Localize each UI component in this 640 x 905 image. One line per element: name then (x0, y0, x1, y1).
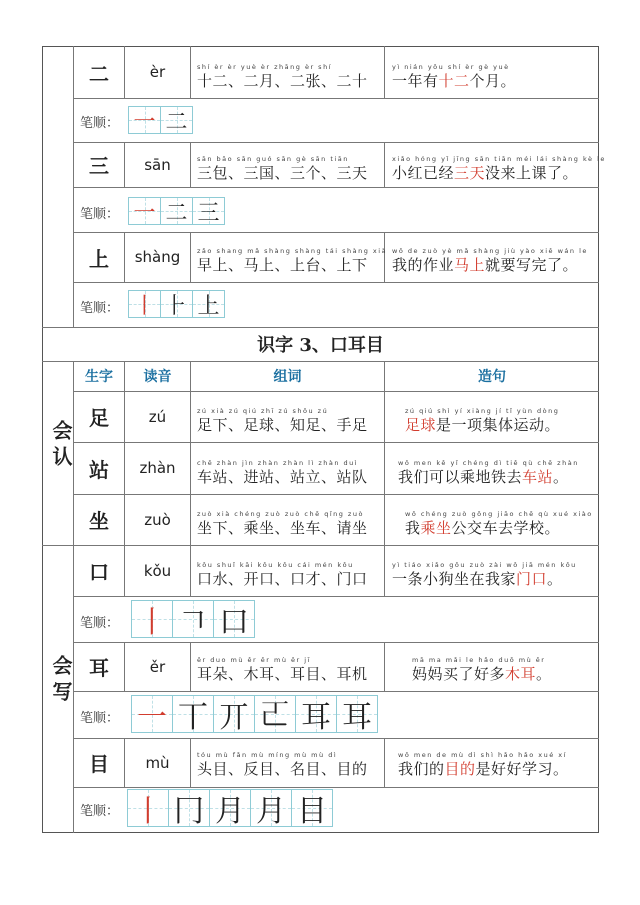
sentence-pinyin: yì tiáo xiǎo gǒu zuò zài wǒ jiā mén kǒu (392, 560, 577, 569)
pinyin-cell: èr (149, 63, 166, 81)
stroke-step: 一 (128, 197, 161, 225)
stroke-label: 笔顺： (80, 616, 120, 631)
sentence-cell (398, 454, 598, 490)
group-label-write: 会写 (49, 655, 73, 707)
words-text: 早上、马上、上台、上下 (197, 255, 368, 274)
header-words: 组词 (273, 369, 302, 385)
sentence-cell (392, 556, 597, 592)
sentence-pinyin: zú qiú shì yí xiàng jí tǐ yùn dòng (405, 406, 560, 415)
sentence-text: 我们可以乘地铁去车站。 (398, 467, 569, 486)
words-pinyin: shí èr èr yuè èr zhāng èr shí (197, 62, 332, 71)
pinyin-cell: ěr (149, 657, 166, 676)
sentence-pinyin: wǒ men de mù dì shì hǎo hǎo xué xí (398, 750, 567, 759)
sentence-text: 一条小狗坐在我家门口。 (392, 569, 563, 588)
sentence-text: 足球是一项集体运动。 (405, 415, 561, 434)
sentence-cell (405, 402, 595, 438)
words-cell (197, 58, 382, 94)
stroke-label: 笔顺： (80, 116, 120, 131)
words-pinyin: zǎo shang mǎ shàng shàng tái shàng xià (197, 246, 388, 255)
section-title: 识字 3、口耳目 (257, 335, 384, 356)
stroke-step: 丅 (172, 695, 214, 733)
sentence-pinyin: mā ma mǎi le hǎo duō mù ěr (412, 655, 546, 664)
header-char: 生字 (85, 369, 113, 385)
char-cell: 站 (89, 457, 109, 482)
pinyin-cell: zhàn (139, 459, 176, 477)
pinyin-cell: sān (144, 155, 171, 174)
stroke-step: 丨 (127, 789, 169, 827)
words-cell (197, 402, 382, 438)
sentence-text: 我的作业马上就要写完了。 (392, 255, 579, 274)
words-text: 口水、开口、口才、门口 (197, 569, 368, 588)
sentence-cell (405, 505, 595, 541)
sentence-text: 妈妈买了好多木耳。 (412, 664, 552, 683)
words-text: 足下、足球、知足、手足 (197, 415, 368, 434)
stroke-label: 笔顺： (80, 804, 120, 819)
pinyin-cell: kǒu (143, 561, 172, 580)
stroke-step: 丨 (131, 600, 173, 638)
words-pinyin: zú xià zú qiú zhī zú shǒu zú (197, 406, 329, 415)
sentence-pinyin: xiǎo hóng yǐ jīng sān tiān méi lái shàng kè le (392, 154, 606, 163)
stroke-step: 丌 (213, 695, 255, 733)
sentence-cell (398, 746, 598, 782)
group-label-read: 会认 (49, 420, 73, 472)
words-pinyin: ěr duo mù ěr ěr mù ěr jī (197, 655, 311, 664)
stroke-step: 上 (192, 290, 225, 318)
stroke-step: 耳 (336, 695, 378, 733)
words-text: 车站、进站、站立、站队 (197, 467, 368, 486)
stroke-step: 月 (250, 789, 292, 827)
stroke-step: 目 (291, 789, 333, 827)
char-cell: 目 (89, 752, 109, 776)
pinyin-cell: shàng (134, 248, 181, 266)
stroke-step: 𠃍 (172, 600, 214, 638)
stroke-step: 月 (209, 789, 251, 827)
sentence-pinyin: wǒ men kě yǐ chéng dì tiě qù chē zhàn (398, 458, 579, 467)
words-text: 三包、三国、三个、三天 (197, 163, 368, 182)
stroke-step: 𠀀 (254, 695, 296, 733)
words-pinyin: zuò xià chéng zuò zuò chē qǐng zuò (197, 509, 364, 518)
char-cell: 上 (89, 246, 109, 271)
stroke-order (128, 197, 224, 225)
words-text: 头目、反目、名目、目的 (197, 759, 368, 778)
char-cell: 口 (89, 560, 109, 584)
stroke-step: 口 (213, 600, 255, 638)
stroke-step: 一 (131, 695, 173, 733)
stroke-step: 三 (192, 197, 225, 225)
stroke-step: 二 (160, 197, 193, 225)
words-cell (197, 746, 382, 782)
sentence-pinyin: yì nián yǒu shí èr gè yuè (392, 62, 510, 71)
words-cell (197, 150, 382, 186)
stroke-label: 笔顺： (80, 301, 120, 316)
stroke-order (131, 600, 254, 638)
sentence-text: 我们的目的是好好学习。 (398, 759, 569, 778)
words-text: 耳朵、木耳、耳目、耳机 (197, 664, 368, 683)
words-pinyin: sān bāo sān guó sān gè sān tiān (197, 154, 349, 163)
char-cell: 耳 (89, 656, 109, 680)
sentence-cell (392, 242, 597, 278)
sentence-text: 一年有十二个月。 (392, 71, 517, 90)
words-cell (197, 556, 382, 592)
words-text: 十二、二月、二张、二十 (197, 71, 368, 90)
sentence-pinyin: wǒ de zuò yè mǎ shàng jiù yào xiě wán le (392, 246, 588, 255)
pinyin-cell: zú (148, 407, 167, 426)
words-text: 坐下、乘坐、坐车、请坐 (197, 518, 368, 537)
sentence-text: 小红已经三天没来上课了。 (392, 163, 579, 182)
stroke-order (127, 789, 332, 827)
sentence-cell (412, 651, 592, 687)
header-pinyin: 读音 (143, 369, 172, 385)
char-cell: 三 (89, 154, 109, 178)
words-cell (197, 651, 382, 687)
stroke-label: 笔顺： (80, 711, 120, 726)
stroke-order (128, 290, 224, 318)
words-cell (197, 454, 382, 490)
stroke-step: 耳 (295, 695, 337, 733)
char-cell: 二 (89, 61, 109, 86)
stroke-step: ⺊ (160, 290, 193, 318)
stroke-step: 冂 (168, 789, 210, 827)
stroke-order (131, 695, 377, 733)
char-cell: 足 (89, 406, 109, 430)
stroke-step: 二 (160, 106, 193, 134)
sentence-cell (392, 58, 597, 94)
words-cell (197, 505, 382, 541)
header-sentence: 造句 (478, 369, 506, 385)
char-cell: 坐 (89, 509, 109, 533)
stroke-label: 笔顺： (80, 207, 120, 222)
words-pinyin: chē zhàn jìn zhàn zhàn lì zhàn duì (197, 458, 359, 467)
words-cell (197, 242, 388, 278)
sentence-cell (392, 150, 606, 186)
stroke-step: 丨 (128, 290, 161, 318)
sentence-pinyin: wǒ chéng zuò gōng jiāo chē qù xué xiào (405, 509, 593, 518)
stroke-order (128, 106, 192, 134)
pinyin-cell: mù (145, 753, 170, 772)
words-pinyin: tóu mù fǎn mù míng mù mù dì (197, 750, 338, 759)
pinyin-cell: zuò (144, 510, 171, 529)
words-pinyin: kǒu shuǐ kāi kǒu kǒu cái mén kǒu (197, 560, 354, 569)
sentence-text: 我乘坐公交车去学校。 (405, 518, 561, 537)
stroke-step: 一 (128, 106, 161, 134)
